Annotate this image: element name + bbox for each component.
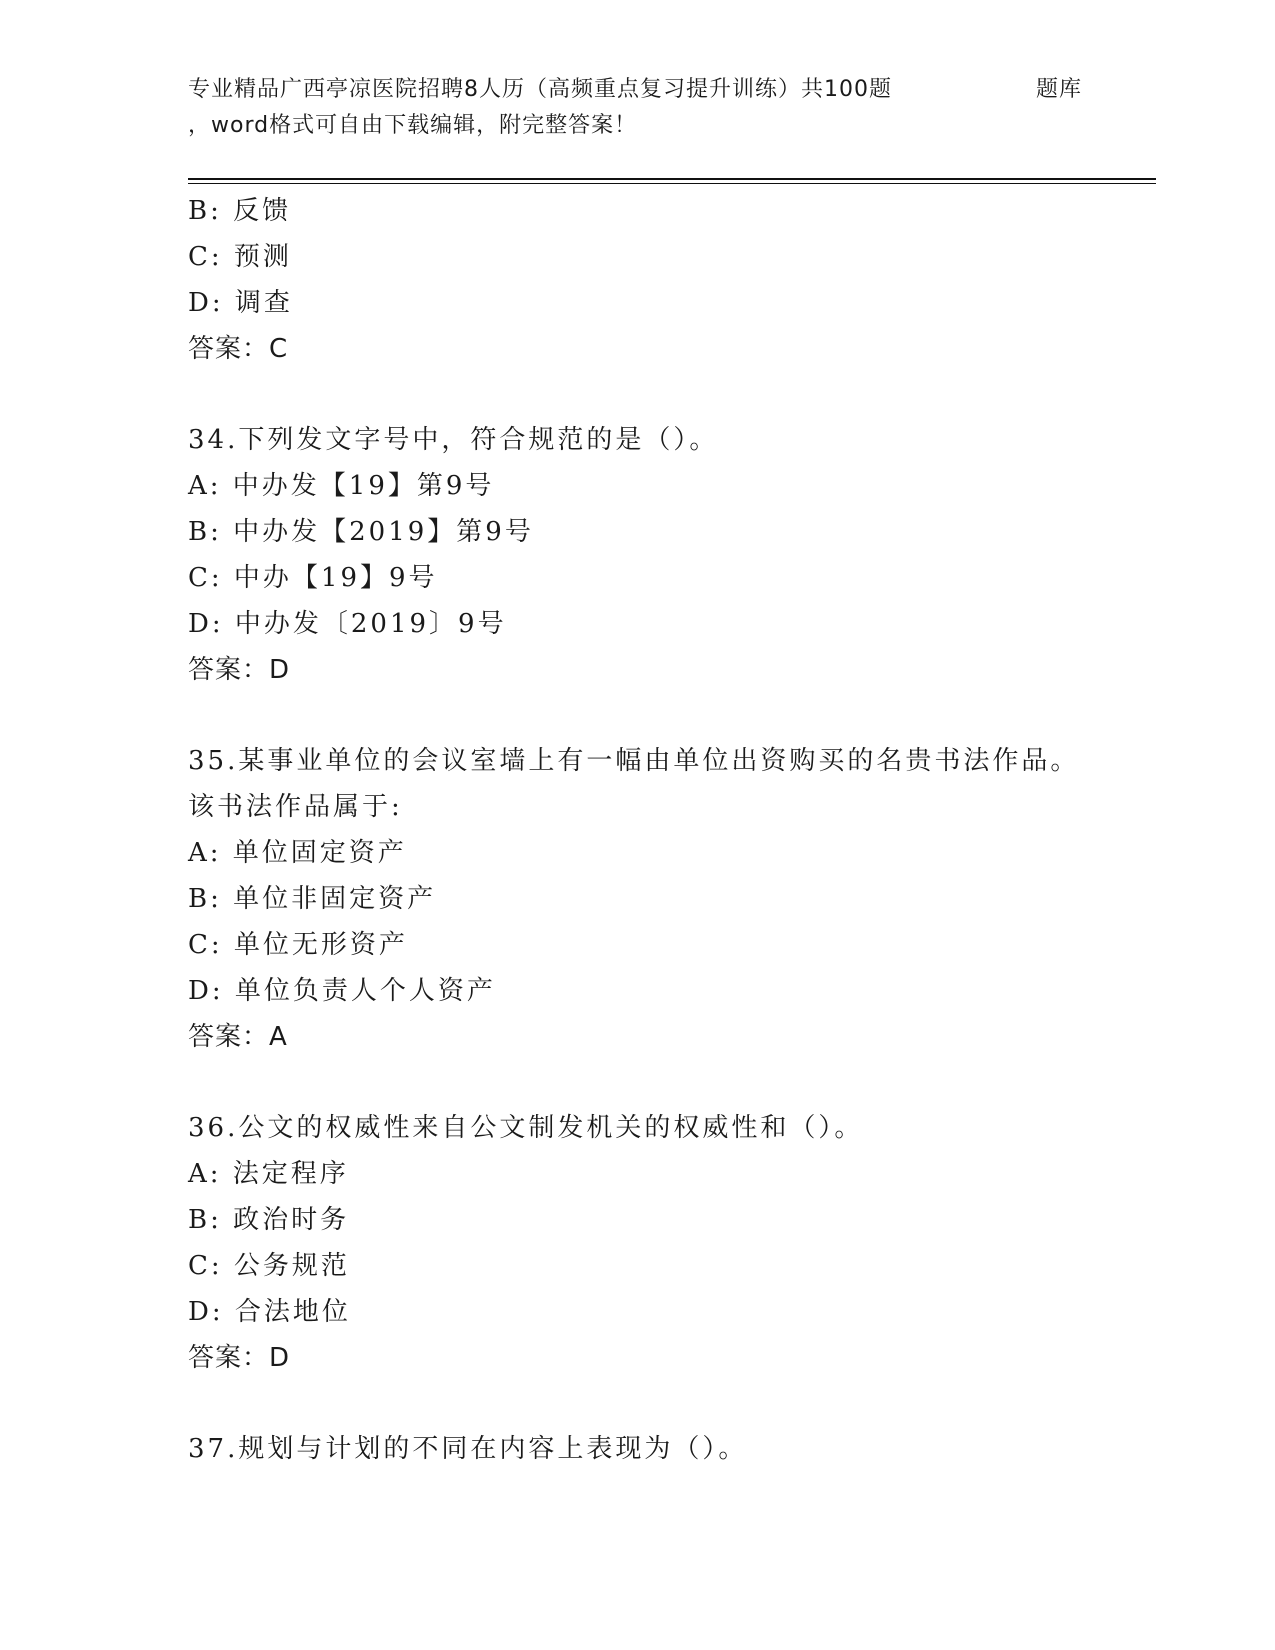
header-rule-thin (188, 183, 1156, 184)
option-line: A: 法定程序 (188, 1159, 349, 1189)
answer-line: 答案：D (188, 655, 291, 685)
question-text: 36.公文的权威性来自公文制发机关的权威性和（）。 (188, 1113, 864, 1143)
option-line: D: 中办发〔2019〕9号 (188, 609, 507, 639)
option-line: C: 公务规范 (188, 1251, 350, 1281)
header-title: 专业精品广西亭凉医院招聘8人历（高频重点复习提升训练）共100题 (188, 77, 892, 102)
spacer (188, 693, 1148, 738)
option-line: C: 预测 (188, 242, 292, 272)
question-text: 37.规划与计划的不同在内容上表现为（）。 (188, 1434, 748, 1464)
header-line-2: ，word格式可自由下载编辑，附完整答案！ (188, 113, 638, 138)
option-line: B: 政治时务 (188, 1205, 350, 1235)
question-34 (188, 417, 1148, 693)
question-text: 该书法作品属于: (188, 792, 403, 822)
question-35 (188, 738, 1148, 1060)
option-line: C: 单位无形资产 (188, 930, 408, 960)
option-line: D: 合法地位 (188, 1297, 351, 1327)
option-line: B: 单位非固定资产 (188, 884, 437, 914)
spacer (188, 372, 1148, 417)
option-line: D: 调查 (188, 288, 293, 318)
document-header (188, 72, 1088, 144)
option-line: A: 中办发【19】第9号 (188, 471, 495, 501)
header-tag: 题库 (1036, 77, 1083, 102)
answer-line: 答案：C (188, 334, 289, 364)
header-line-1 (188, 72, 1088, 108)
question-text: 35.某事业单位的会议室墙上有一幅由单位出资购买的名贵书法作品。 (188, 746, 1080, 776)
question-text: 34.下列发文字号中，符合规范的是（）。 (188, 425, 719, 455)
option-line: A: 单位固定资产 (188, 838, 407, 868)
question-37 (188, 1426, 1148, 1472)
option-line: C: 中办【19】9号 (188, 563, 438, 593)
header-rule-thick (188, 178, 1156, 180)
question-36 (188, 1105, 1148, 1381)
spacer (188, 1381, 1148, 1426)
spacer (188, 1060, 1148, 1105)
option-line: D: 单位负责人个人资产 (188, 976, 496, 1006)
question-content (188, 188, 1148, 1472)
option-line: B: 中办发【2019】第9号 (188, 517, 534, 547)
option-line: B: 反馈 (188, 196, 292, 226)
answer-line: 答案：A (188, 1022, 288, 1052)
answer-line: 答案：D (188, 1343, 291, 1373)
